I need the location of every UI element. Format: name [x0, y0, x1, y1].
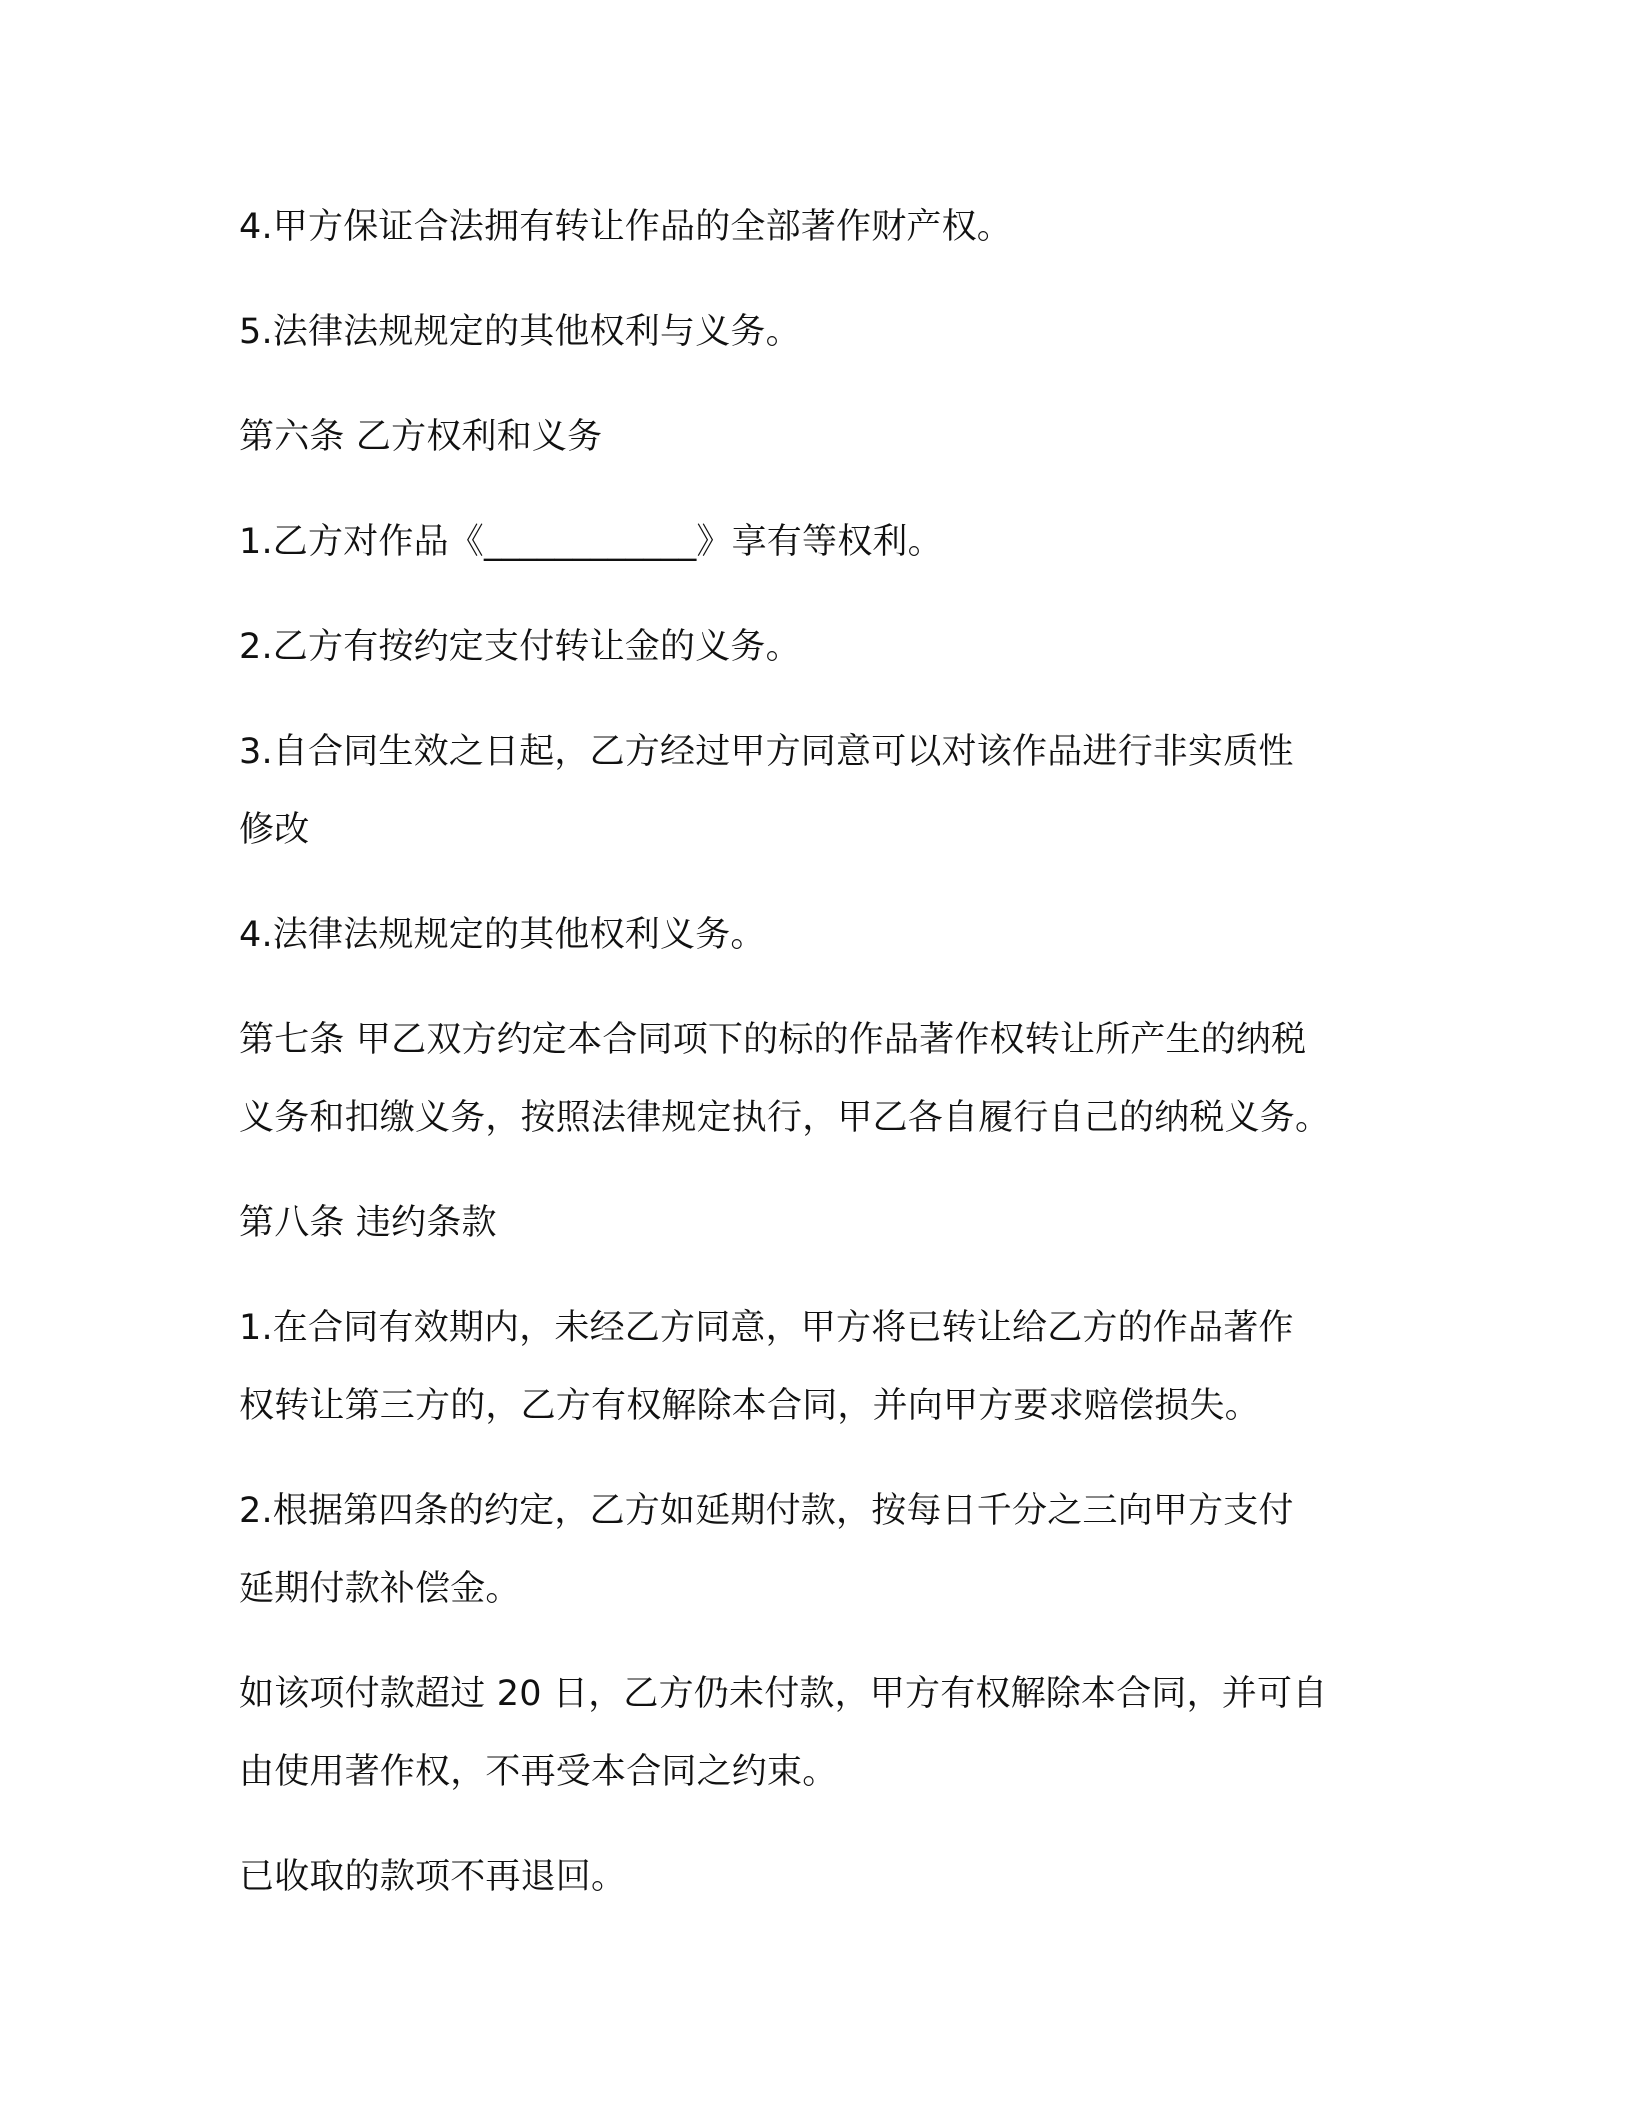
article-6-item-1: [239, 503, 1399, 581]
text-line: 由使用著作权，不再受本合同之约束。: [239, 1752, 838, 1792]
text-line: 1.在合同有效期内，未经乙方同意，甲方将已转让给乙方的作品著作: [239, 1308, 1294, 1348]
text-line: 已收取的款项不再退回。: [239, 1857, 627, 1897]
article-6-item-2: [239, 608, 1399, 686]
article-8-item-1: [239, 1289, 1399, 1445]
article-6-item-4: [239, 896, 1399, 974]
document-body: [239, 188, 1399, 1943]
clause-5-other-rights: [239, 293, 1399, 371]
text-line: 4.甲方保证合法拥有转让作品的全部著作财产权。: [239, 207, 1012, 247]
text-line: 5.法律法规规定的其他权利与义务。: [239, 312, 801, 352]
article-8-overdue-clause: [239, 1655, 1399, 1811]
article-6-heading: [239, 398, 1399, 476]
clause-4-party-a-warranty: [239, 188, 1399, 266]
text-line: 4.法律法规规定的其他权利义务。: [239, 915, 766, 955]
article-6-item-3: [239, 713, 1399, 869]
text-line: 1.乙方对作品《____________》享有等权利。: [239, 522, 943, 562]
text-line: 如该项付款超过 20 日，乙方仍未付款，甲方有权解除本合同，并可自: [239, 1674, 1328, 1714]
article-8-heading: [239, 1184, 1399, 1262]
text-line: 3.自合同生效之日起，乙方经过甲方同意可以对该作品进行非实质性: [239, 732, 1294, 772]
text-line: 延期付款补偿金。: [239, 1569, 521, 1609]
text-line: 2.根据第四条的约定，乙方如延期付款，按每日千分之三向甲方支付: [239, 1491, 1294, 1531]
text-line: 修改: [239, 810, 310, 850]
article-8-no-refund: [239, 1838, 1399, 1916]
text-line: 权转让第三方的，乙方有权解除本合同，并向甲方要求赔偿损失。: [239, 1386, 1260, 1426]
text-line: 义务和扣缴义务，按照法律规定执行，甲乙各自履行自己的纳税义务。: [239, 1098, 1331, 1138]
text-line: 第六条 乙方权利和义务: [239, 417, 603, 457]
text-line: 2.乙方有按约定支付转让金的义务。: [239, 627, 801, 667]
article-7: [239, 1001, 1399, 1157]
article-8-item-2: [239, 1472, 1399, 1628]
text-line: 第七条 甲乙双方约定本合同项下的标的作品著作权转让所产生的纳税: [239, 1020, 1307, 1060]
text-line: 第八条 违约条款: [239, 1203, 497, 1243]
